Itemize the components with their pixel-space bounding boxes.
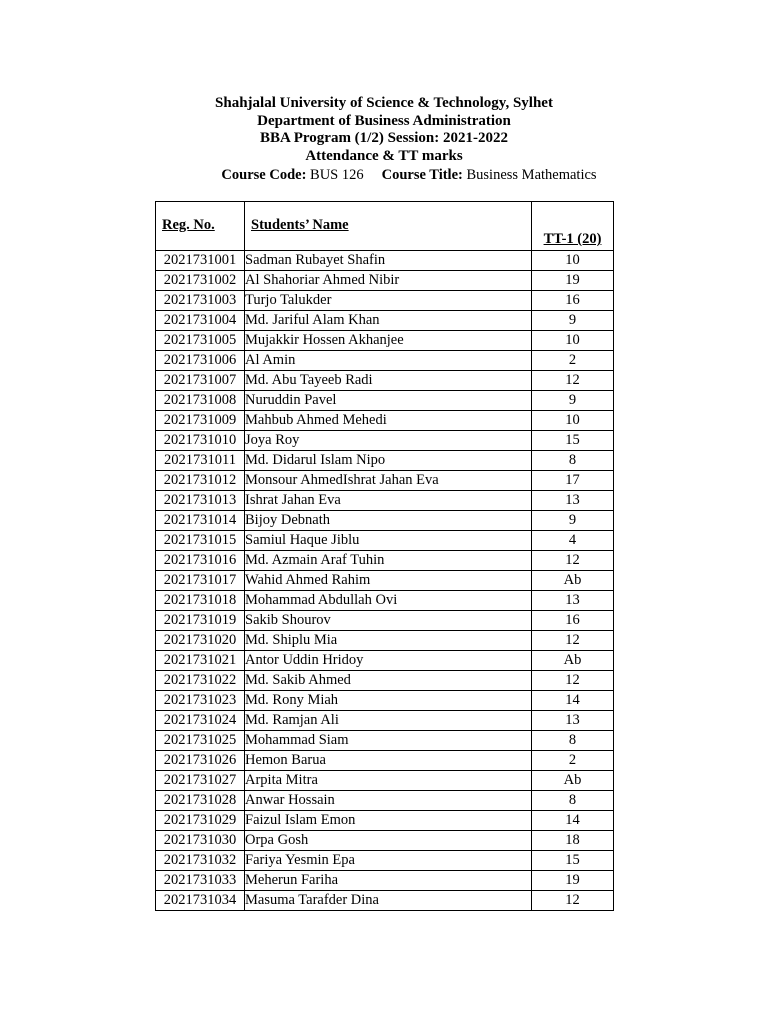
table-row — [156, 891, 614, 911]
student-name-cell: Hemon Barua — [245, 751, 532, 771]
student-name-cell: Masuma Tarafder Dina — [245, 891, 532, 911]
table-row — [156, 791, 614, 811]
reg-no-cell: 2021731002 — [156, 271, 245, 291]
table-row — [156, 751, 614, 771]
reg-no-cell: 2021731020 — [156, 631, 245, 651]
reg-no-cell: 2021731025 — [156, 731, 245, 751]
reg-no-cell: 2021731010 — [156, 431, 245, 451]
table-row — [156, 651, 614, 671]
table-row — [156, 771, 614, 791]
student-name-cell: Samiul Haque Jiblu — [245, 531, 532, 551]
column-header-student-name: Students’ Name — [245, 202, 532, 251]
table-row — [156, 331, 614, 351]
student-name-cell: Al Shahoriar Ahmed Nibir — [245, 271, 532, 291]
student-name-cell: Monsour AhmedIshrat Jahan Eva — [245, 471, 532, 491]
tt1-mark-cell: 12 — [532, 551, 614, 571]
table-body — [156, 251, 614, 911]
table-row — [156, 591, 614, 611]
reg-no-cell: 2021731030 — [156, 831, 245, 851]
tt1-mark-cell: 8 — [532, 451, 614, 471]
student-name-cell: Faizul Islam Emon — [245, 811, 532, 831]
reg-no-cell: 2021731024 — [156, 711, 245, 731]
student-name-cell: Md. Sakib Ahmed — [245, 671, 532, 691]
tt1-mark-cell: 12 — [532, 371, 614, 391]
student-name-cell: Md. Ramjan Ali — [245, 711, 532, 731]
tt1-mark-cell: 9 — [532, 391, 614, 411]
reg-no-cell: 2021731015 — [156, 531, 245, 551]
tt1-mark-cell: 15 — [532, 431, 614, 451]
table-row — [156, 511, 614, 531]
table-row — [156, 871, 614, 891]
tt1-mark-cell: 10 — [532, 411, 614, 431]
student-name-cell: Joya Roy — [245, 431, 532, 451]
reg-no-cell: 2021731012 — [156, 471, 245, 491]
reg-no-cell: 2021731001 — [156, 251, 245, 271]
reg-no-cell: 2021731033 — [156, 871, 245, 891]
reg-no-cell: 2021731029 — [156, 811, 245, 831]
column-header-tt1: TT-1 (20) — [532, 202, 614, 251]
student-name-cell: Md. Didarul Islam Nipo — [245, 451, 532, 471]
reg-no-cell: 2021731005 — [156, 331, 245, 351]
reg-no-cell: 2021731006 — [156, 351, 245, 371]
tt1-mark-cell: 8 — [532, 731, 614, 751]
tt1-mark-cell: 16 — [532, 291, 614, 311]
reg-no-cell: 2021731022 — [156, 671, 245, 691]
reg-no-cell: 2021731021 — [156, 651, 245, 671]
table-row — [156, 811, 614, 831]
table-row — [156, 551, 614, 571]
reg-no-cell: 2021731003 — [156, 291, 245, 311]
reg-no-cell: 2021731027 — [156, 771, 245, 791]
student-name-cell: Fariya Yesmin Epa — [245, 851, 532, 871]
table-row — [156, 391, 614, 411]
reg-no-cell: 2021731028 — [156, 791, 245, 811]
student-name-cell: Mohammad Siam — [245, 731, 532, 751]
student-name-cell: Ishrat Jahan Eva — [245, 491, 532, 511]
reg-no-cell: 2021731007 — [156, 371, 245, 391]
student-name-cell: Mahbub Ahmed Mehedi — [245, 411, 532, 431]
student-name-cell: Md. Shiplu Mia — [245, 631, 532, 651]
reg-no-cell: 2021731013 — [156, 491, 245, 511]
student-name-cell: Nuruddin Pavel — [245, 391, 532, 411]
tt1-mark-cell: 4 — [532, 531, 614, 551]
student-name-cell: Md. Jariful Alam Khan — [245, 311, 532, 331]
tt1-mark-cell: 19 — [532, 271, 614, 291]
table-row — [156, 611, 614, 631]
table-row — [156, 531, 614, 551]
tt1-mark-cell: 2 — [532, 351, 614, 371]
tt1-mark-cell: 19 — [532, 871, 614, 891]
student-name-cell: Md. Rony Miah — [245, 691, 532, 711]
student-name-cell: Orpa Gosh — [245, 831, 532, 851]
program-session: BBA Program (1/2) Session: 2021-2022 — [259, 130, 509, 146]
reg-no-cell: 2021731026 — [156, 751, 245, 771]
table-row — [156, 351, 614, 371]
reg-no-cell: 2021731019 — [156, 611, 245, 631]
table-row — [156, 251, 614, 271]
student-name-cell: Md. Abu Tayeeb Radi — [245, 371, 532, 391]
course-code-label: Course Code: — [221, 167, 307, 183]
table-row — [156, 471, 614, 491]
tt1-mark-cell: 8 — [532, 791, 614, 811]
reg-no-cell: 2021731008 — [156, 391, 245, 411]
tt1-mark-cell: 14 — [532, 811, 614, 831]
table-row — [156, 671, 614, 691]
student-name-cell: Meherun Fariha — [245, 871, 532, 891]
tt1-mark-cell: 12 — [532, 631, 614, 651]
document-header — [0, 95, 768, 165]
course-title-label: Course Title: — [381, 167, 463, 183]
reg-no-cell: 2021731011 — [156, 451, 245, 471]
tt1-mark-cell: Ab — [532, 771, 614, 791]
reg-no-cell: 2021731004 — [156, 311, 245, 331]
tt1-mark-cell: 18 — [532, 831, 614, 851]
course-info — [0, 166, 768, 184]
course-title: Business Mathematics — [466, 167, 597, 183]
reg-no-cell: 2021731034 — [156, 891, 245, 911]
tt1-mark-cell: Ab — [532, 571, 614, 591]
reg-no-cell: 2021731017 — [156, 571, 245, 591]
student-name-cell: Antor Uddin Hridoy — [245, 651, 532, 671]
tt1-mark-cell: 10 — [532, 251, 614, 271]
student-name-cell: Bijoy Debnath — [245, 511, 532, 531]
table-row — [156, 731, 614, 751]
tt1-mark-cell: 13 — [532, 591, 614, 611]
tt1-mark-cell: 12 — [532, 891, 614, 911]
table-row — [156, 311, 614, 331]
department-name: Department of Business Administration — [257, 112, 511, 129]
tt1-mark-cell: 14 — [532, 691, 614, 711]
tt1-mark-cell: 9 — [532, 311, 614, 331]
reg-no-cell: 2021731009 — [156, 411, 245, 431]
table-row — [156, 691, 614, 711]
table-row — [156, 491, 614, 511]
table-row — [156, 711, 614, 731]
student-name-cell: Anwar Hossain — [245, 791, 532, 811]
course-code: BUS 126 — [310, 167, 364, 183]
tt1-mark-cell: 13 — [532, 491, 614, 511]
student-name-cell: Wahid Ahmed Rahim — [245, 571, 532, 591]
document-subject: Attendance & TT marks — [305, 147, 463, 164]
table-row — [156, 371, 614, 391]
student-name-cell: Al Amin — [245, 351, 532, 371]
student-name-cell: Md. Azmain Araf Tuhin — [245, 551, 532, 571]
tt1-mark-cell: 17 — [532, 471, 614, 491]
student-name-cell: Sadman Rubayet Shafin — [245, 251, 532, 271]
table-row — [156, 571, 614, 591]
reg-no-cell: 2021731032 — [156, 851, 245, 871]
marks-table — [155, 201, 614, 911]
reg-no-cell: 2021731014 — [156, 511, 245, 531]
student-name-cell: Mohammad Abdullah Ovi — [245, 591, 532, 611]
student-name-cell: Arpita Mitra — [245, 771, 532, 791]
tt1-mark-cell: 16 — [532, 611, 614, 631]
table-row — [156, 831, 614, 851]
table-row — [156, 291, 614, 311]
tt1-mark-cell: 9 — [532, 511, 614, 531]
tt1-mark-cell: 2 — [532, 751, 614, 771]
column-header-reg-no: Reg. No. — [156, 202, 245, 251]
table-row — [156, 851, 614, 871]
table-row — [156, 271, 614, 291]
reg-no-cell: 2021731018 — [156, 591, 245, 611]
reg-no-cell: 2021731016 — [156, 551, 245, 571]
table-row — [156, 411, 614, 431]
student-name-cell: Mujakkir Hossen Akhanjee — [245, 331, 532, 351]
university-name: Shahjalal University of Science & Technology, Sylhet — [215, 95, 553, 111]
student-name-cell: Sakib Shourov — [245, 611, 532, 631]
table-row — [156, 451, 614, 471]
tt1-mark-cell: Ab — [532, 651, 614, 671]
reg-no-cell: 2021731023 — [156, 691, 245, 711]
table-row — [156, 431, 614, 451]
table-row — [156, 631, 614, 651]
tt1-mark-cell: 10 — [532, 331, 614, 351]
tt1-mark-cell: 15 — [532, 851, 614, 871]
tt1-mark-cell: 12 — [532, 671, 614, 691]
tt1-mark-cell: 13 — [532, 711, 614, 731]
student-name-cell: Turjo Talukder — [245, 291, 532, 311]
table-header-row — [156, 202, 614, 251]
